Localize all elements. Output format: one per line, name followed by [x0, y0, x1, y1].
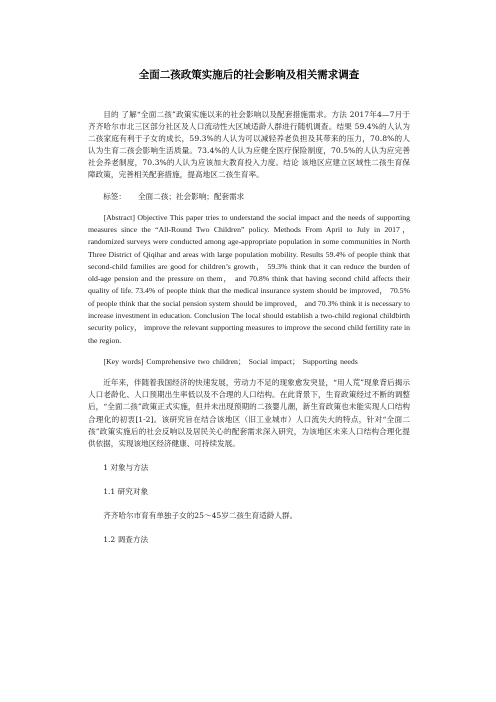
- introduction-paragraph: 近年来，伴随着我国经济的快速发展，劳动力不足的现象愈发突显，“用人荒”现象背后揭示人口老龄化、人口预期出生率低以及不合理的人口结构。在此背景下，生育政策经过不断的调整后，“全面二孩”政策正式实施，但并未出现预期的二孩婴儿潮，新生育政策也未能实现人口结构合理化的初衷[1-2]。该研究旨在结合该地区（旧工业城市）人口流失大的特点，针对“全面二孩”政策实施后的社会反响以及居民关心的配套需求深入研究，为该地区未来人口结构合理化提供依据，实现该地区经济健康、可持续发展。: [88, 378, 410, 448]
- chinese-keywords-items: 全面二孩；社会影响；配套需求: [137, 191, 245, 201]
- section-heading-methods: 1 对象与方法: [103, 462, 149, 472]
- subsection-heading-survey-method: 1.2 调查方法: [103, 534, 149, 544]
- paper-title: 全面二孩政策实施后的社会影响及相关需求调查: [138, 69, 360, 81]
- english-keywords: [Key words] Comprehensive two children； Social impact； Supporting needs: [103, 356, 358, 366]
- chinese-abstract: 目的 了解“全面二孩”政策实施以来的社会影响以及配套措施需求。方法 2017年4—7月于齐齐哈尔市北三区部分社区及人口流动性大区域适龄人群进行随机调查。结果 59.4%的人认为二孩家庭有利于子女的成长，59.3%的人认为可以减轻养老负担及其带来的压力，70.8%的人认为生育二孩会影响生活质量。73.4%的人认为应健全医疗保险制度，70.5%的人认为应完善社会养老制度，70.3%的人认为应该加大教育投入力度。结论 该地区应建立区域性二孩生育保障政策，完善相关配套措施，提高地区二孩生育率。: [88, 110, 410, 180]
- english-abstract: [Abstract] Objective This paper tries to understand the social impact and the needs of supporting measures since the “All-Round Two Children” policy. Methods From April to July in 2017， randomized surveys were conducted among age-appropriate population in some communities in North Three District of Qiqihar and areas with large population mobility. Results 59.4% of people think that second-child families are good for children’s growth， 59.3% think that it can reduce the burden of old-age pension and the pressure on them， and 70.8% think that having second child affects their quality of life. 73.4% of people think that the medical insurance system should be improved， 70.5% of people think that the social pension system should be improved， and 70.3% think it is necessary to increase investment in education. Conclusion The local should establish a two-child regional childbirth security policy， improve the relevant supporting measures to improve the second child fertility rate in the region.: [88, 212, 410, 345]
- chinese-keywords: [88, 191, 410, 203]
- subsection-heading-subjects: 1.1 研究对象: [103, 486, 149, 496]
- paper-page: [88, 0, 410, 546]
- subjects-text: 齐齐哈尔市育有单独子女的25～45岁二孩生育适龄人群。: [103, 510, 298, 520]
- chinese-keywords-label: 标签：: [103, 191, 126, 201]
